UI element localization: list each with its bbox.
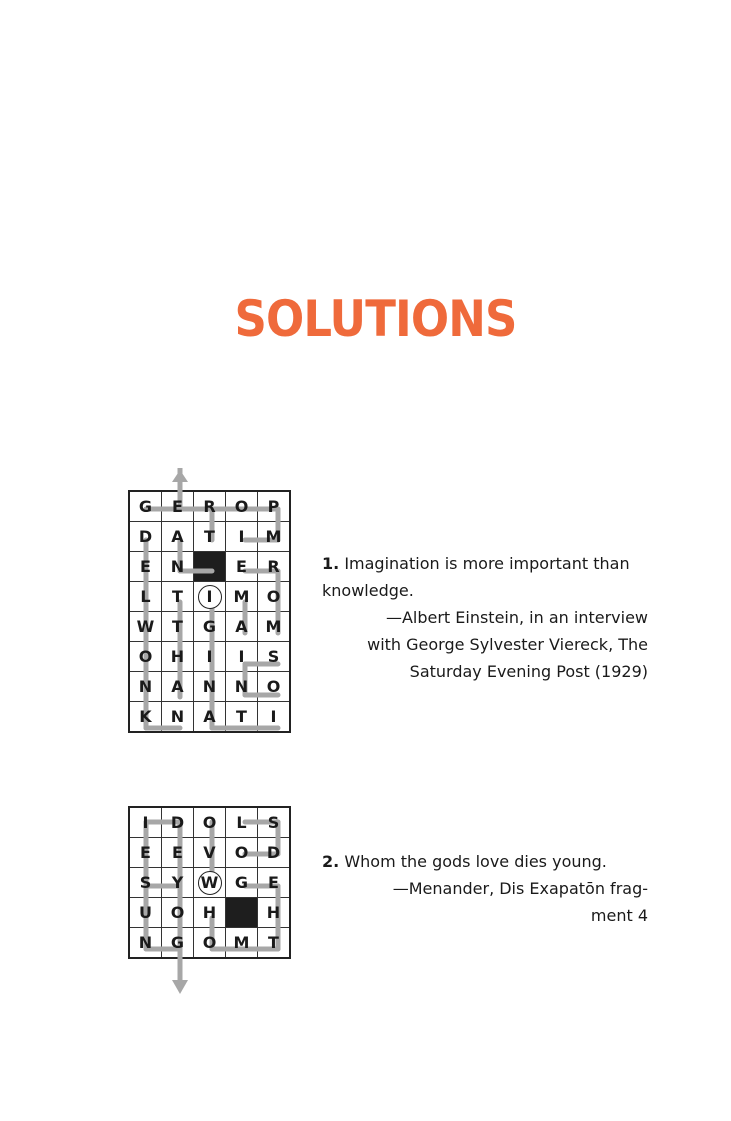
grid-cell xyxy=(226,838,258,868)
grid-letter: I xyxy=(238,527,245,546)
grid-letter: E xyxy=(236,557,247,576)
grid-cell xyxy=(194,898,226,928)
grid-cell xyxy=(129,672,162,702)
grid-letter: D xyxy=(170,813,185,832)
puzzle-1-solution xyxy=(322,550,648,685)
puzzle-2-solution xyxy=(322,848,648,929)
grid-row xyxy=(129,868,290,898)
grid-cell xyxy=(129,552,162,582)
grid-letter: O xyxy=(202,933,217,952)
grid-letter: N xyxy=(138,933,153,952)
circled-start-letter: I xyxy=(198,585,222,609)
puzzle-1-attribution-line-1: —Albert Einstein, in an interview xyxy=(385,608,648,627)
grid-cell xyxy=(129,491,162,522)
grid-cell xyxy=(129,612,162,642)
grid-letter: O xyxy=(202,813,217,832)
grid-letter: S xyxy=(267,647,280,666)
grid-letter: E xyxy=(172,497,183,516)
grid-letter: S xyxy=(139,873,152,892)
grid-cell xyxy=(226,491,258,522)
grid-letter: T xyxy=(172,617,183,636)
grid-cell xyxy=(129,838,162,868)
grid-row xyxy=(129,702,290,733)
grid-letter: M xyxy=(265,617,282,636)
grid-letter: U xyxy=(139,903,152,922)
grid-letter: P xyxy=(267,497,280,516)
grid-row xyxy=(129,582,290,612)
grid-letter: W xyxy=(136,617,155,636)
grid-cell xyxy=(258,807,291,838)
puzzle-1-grid xyxy=(128,490,291,733)
grid-letter: G xyxy=(234,873,249,892)
grid-letter: G xyxy=(202,617,217,636)
grid-cell xyxy=(129,522,162,552)
puzzle-2-quote: Whom the gods love dies young. xyxy=(344,852,607,871)
grid-cell xyxy=(162,582,194,612)
grid-letter: D xyxy=(266,843,281,862)
circled-start-letter: W xyxy=(198,871,222,895)
grid-cell xyxy=(129,807,162,838)
puzzle-2-attribution-line-2: ment 4 xyxy=(590,906,648,925)
grid-cell xyxy=(162,928,194,959)
puzzle-2-grid xyxy=(128,806,291,959)
grid-cell xyxy=(258,928,291,959)
grid-cell xyxy=(258,702,291,733)
grid-letter: O xyxy=(266,587,281,606)
grid-letter: L xyxy=(140,587,151,606)
grid-row xyxy=(129,898,290,928)
grid-letter: A xyxy=(171,527,184,546)
grid-cell xyxy=(258,868,291,898)
grid-cell xyxy=(258,612,291,642)
grid-letter: I xyxy=(142,813,149,832)
grid-cell xyxy=(226,672,258,702)
grid-cell xyxy=(226,807,258,838)
grid-letter: N xyxy=(170,557,185,576)
grid-letter: A xyxy=(171,677,184,696)
arrow-icon xyxy=(172,980,188,994)
grid-letter: N xyxy=(234,677,249,696)
grid-letter: R xyxy=(267,557,280,576)
grid-cell xyxy=(129,928,162,959)
page-title: SOLUTIONS xyxy=(234,290,517,348)
grid-cell xyxy=(129,898,162,928)
grid-cell xyxy=(258,582,291,612)
grid-letter: Y xyxy=(171,873,184,892)
grid-letter: E xyxy=(172,843,183,862)
grid-letter: H xyxy=(266,903,281,922)
grid-letter: N xyxy=(202,677,217,696)
grid-cell xyxy=(194,928,226,959)
grid-row xyxy=(129,642,290,672)
arrow-icon xyxy=(172,470,188,482)
grid-cell xyxy=(162,672,194,702)
grid-cell xyxy=(194,672,226,702)
puzzle-2-attribution-line-1: —Menander, Dis Exapatōn frag- xyxy=(392,879,648,898)
grid-cell xyxy=(162,642,194,672)
grid-letter: M xyxy=(233,587,250,606)
black-cell xyxy=(194,552,226,582)
grid-cell xyxy=(258,672,291,702)
grid-cell xyxy=(194,642,226,672)
grid-letter: I xyxy=(270,707,277,726)
grid-cell xyxy=(226,552,258,582)
grid-row xyxy=(129,491,290,522)
grid-letter: O xyxy=(170,903,185,922)
puzzle-2 xyxy=(128,806,300,998)
grid-cell xyxy=(129,642,162,672)
grid-cell xyxy=(258,838,291,868)
grid-cell xyxy=(258,522,291,552)
grid-cell xyxy=(162,552,194,582)
grid-letter: G xyxy=(170,933,185,952)
grid-cell xyxy=(258,552,291,582)
grid-cell xyxy=(162,898,194,928)
grid-cell xyxy=(226,582,258,612)
grid-cell xyxy=(258,491,291,522)
grid-letter: T xyxy=(268,933,279,952)
grid-cell xyxy=(226,868,258,898)
black-cell xyxy=(226,898,258,928)
grid-letter: E xyxy=(268,873,279,892)
grid-cell xyxy=(162,807,194,838)
puzzle-1-attribution-line-3: Saturday Evening Post (1929) xyxy=(409,662,648,681)
grid-letter: T xyxy=(236,707,247,726)
grid-row xyxy=(129,522,290,552)
grid-cell xyxy=(194,612,226,642)
grid-letter: E xyxy=(140,557,151,576)
grid-letter: M xyxy=(265,527,282,546)
grid-row xyxy=(129,612,290,642)
grid-cell xyxy=(162,702,194,733)
grid-letter: T xyxy=(172,587,183,606)
grid-letter: A xyxy=(235,617,248,636)
grid-letter: G xyxy=(138,497,153,516)
puzzle-1 xyxy=(128,468,300,760)
grid-row xyxy=(129,928,290,959)
grid-cell xyxy=(129,702,162,733)
grid-letter: H xyxy=(202,903,217,922)
grid-letter: O xyxy=(266,677,281,696)
grid-letter: O xyxy=(234,497,249,516)
grid-cell xyxy=(129,582,162,612)
grid-cell xyxy=(226,612,258,642)
grid-letter: O xyxy=(138,647,153,666)
grid-letter: I xyxy=(238,647,245,666)
grid-row xyxy=(129,672,290,702)
grid-letter: O xyxy=(234,843,249,862)
grid-cell xyxy=(226,522,258,552)
puzzle-1-attribution-line-2: with George Sylvester Viereck, The xyxy=(367,635,648,654)
grid-cell xyxy=(194,838,226,868)
grid-cell xyxy=(129,868,162,898)
grid-letter: H xyxy=(170,647,185,666)
grid-letter: E xyxy=(140,843,151,862)
grid-letter: L xyxy=(236,813,247,832)
grid-letter: K xyxy=(139,707,152,726)
grid-letter: N xyxy=(170,707,185,726)
grid-cell xyxy=(194,702,226,733)
grid-cell xyxy=(226,642,258,672)
grid-letter: I xyxy=(206,647,213,666)
puzzle-1-number: 1. xyxy=(322,554,340,573)
grid-letter: M xyxy=(233,933,250,952)
grid-cell xyxy=(162,868,194,898)
grid-cell xyxy=(226,928,258,959)
grid-letter: N xyxy=(138,677,153,696)
grid-letter: D xyxy=(138,527,153,546)
grid-cell xyxy=(226,702,258,733)
grid-cell xyxy=(258,898,291,928)
grid-cell xyxy=(258,642,291,672)
grid-letter: A xyxy=(203,707,216,726)
grid-letter: T xyxy=(204,527,215,546)
grid-letter: S xyxy=(267,813,280,832)
puzzle-2-number: 2. xyxy=(322,852,340,871)
grid-row xyxy=(129,838,290,868)
grid-cell xyxy=(162,838,194,868)
grid-cell xyxy=(162,612,194,642)
puzzle-1-quote: Imagination is more important than knowledge. xyxy=(322,554,630,600)
grid-letter: V xyxy=(203,843,216,862)
grid-cell xyxy=(194,491,226,522)
grid-row xyxy=(129,807,290,838)
grid-letter: R xyxy=(203,497,216,516)
grid-cell xyxy=(194,582,226,612)
grid-cell xyxy=(194,807,226,838)
grid-cell xyxy=(194,868,226,898)
grid-cell xyxy=(162,522,194,552)
grid-cell xyxy=(194,522,226,552)
grid-cell xyxy=(162,491,194,522)
grid-row xyxy=(129,552,290,582)
